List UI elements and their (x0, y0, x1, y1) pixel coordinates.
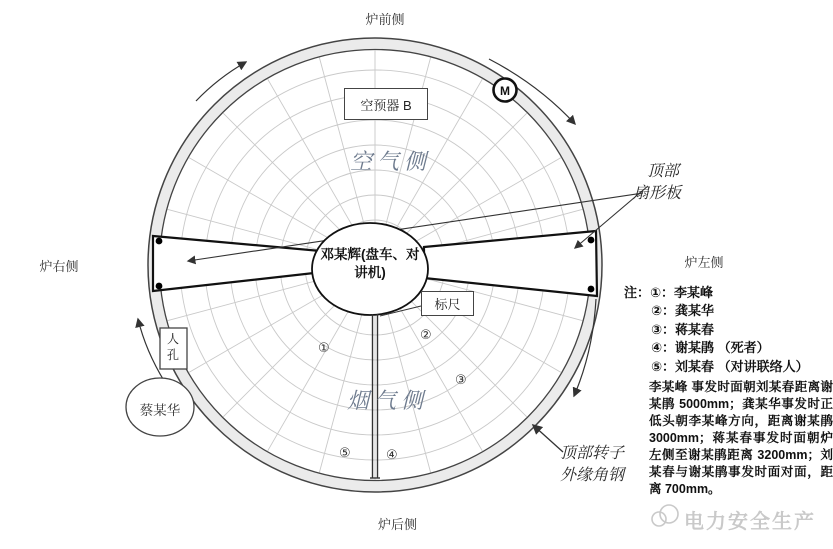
label-air-side: 空气侧 (350, 149, 432, 174)
rotor-edge-label-line2: 外缘角钢 (560, 466, 625, 484)
watermark-text: 电力安全生产 (684, 511, 816, 533)
position-marker-2: ② (420, 327, 432, 342)
position-marker-5: ⑤ (339, 445, 351, 460)
legend-line-1 (624, 284, 832, 302)
label-furnace-front: 炉前侧 (365, 12, 405, 27)
rotor-edge-label-line1: 顶部转子 (560, 445, 625, 462)
cai-label: 蔡某华 (139, 403, 181, 418)
legend-item-1: ①：李某峰 (650, 285, 714, 300)
legend-notes (624, 284, 832, 376)
label-furnace-rear: 炉后侧 (377, 517, 417, 532)
label-furnace-right: 炉右侧 (39, 259, 79, 274)
rotor-edge-label (560, 443, 624, 486)
sector-plate-label-line1: 顶部 (647, 163, 680, 180)
legend-prefix: 注： (624, 285, 651, 300)
sector-plate-label-line2: 扇形板 (633, 184, 682, 202)
preheater-b-box: 空预器 B (344, 88, 428, 120)
label-gas-side: 烟气侧 (347, 388, 429, 413)
center-person-label: 邓某辉(盘车、对讲机) (320, 247, 420, 281)
distance-description: 李某峰 事发时面朝刘某春距离谢某鹃 5000mm；龚某华事发时正低头朝李某峰方向，距离谢某鹃 3000mm；蒋某春事发时面朝炉左侧至谢某鹃距离 3200mm；刘某春与谢某鹃事发时面对面，距离 700mm。 (649, 380, 833, 496)
sector-plate-left (153, 236, 332, 291)
rotor-edge-leader (533, 425, 563, 452)
legend-item-4: ④：谢某鹃 （死者） (651, 340, 770, 356)
svg-text:M: M (500, 84, 510, 98)
manhole-label: 人孔 (166, 332, 179, 362)
sector-plate-right (424, 231, 597, 296)
label-furnace-left: 炉左侧 (684, 255, 724, 270)
watermark-logo-icon (652, 505, 678, 526)
legend-item-3: ③：蒋某春 (651, 321, 715, 337)
legend-item-2: ②：龚某华 (651, 303, 715, 319)
ruler-box: 标尺 (421, 291, 474, 316)
watermark-logo (684, 505, 816, 534)
position-marker-3: ③ (455, 372, 467, 387)
sector-plate-label (633, 161, 681, 204)
position-marker-1: ① (318, 340, 330, 355)
motor-icon (494, 79, 517, 102)
legend-item-5: ⑤：刘某春 （对讲联络人） (651, 358, 809, 374)
position-marker-4: ④ (386, 447, 398, 462)
